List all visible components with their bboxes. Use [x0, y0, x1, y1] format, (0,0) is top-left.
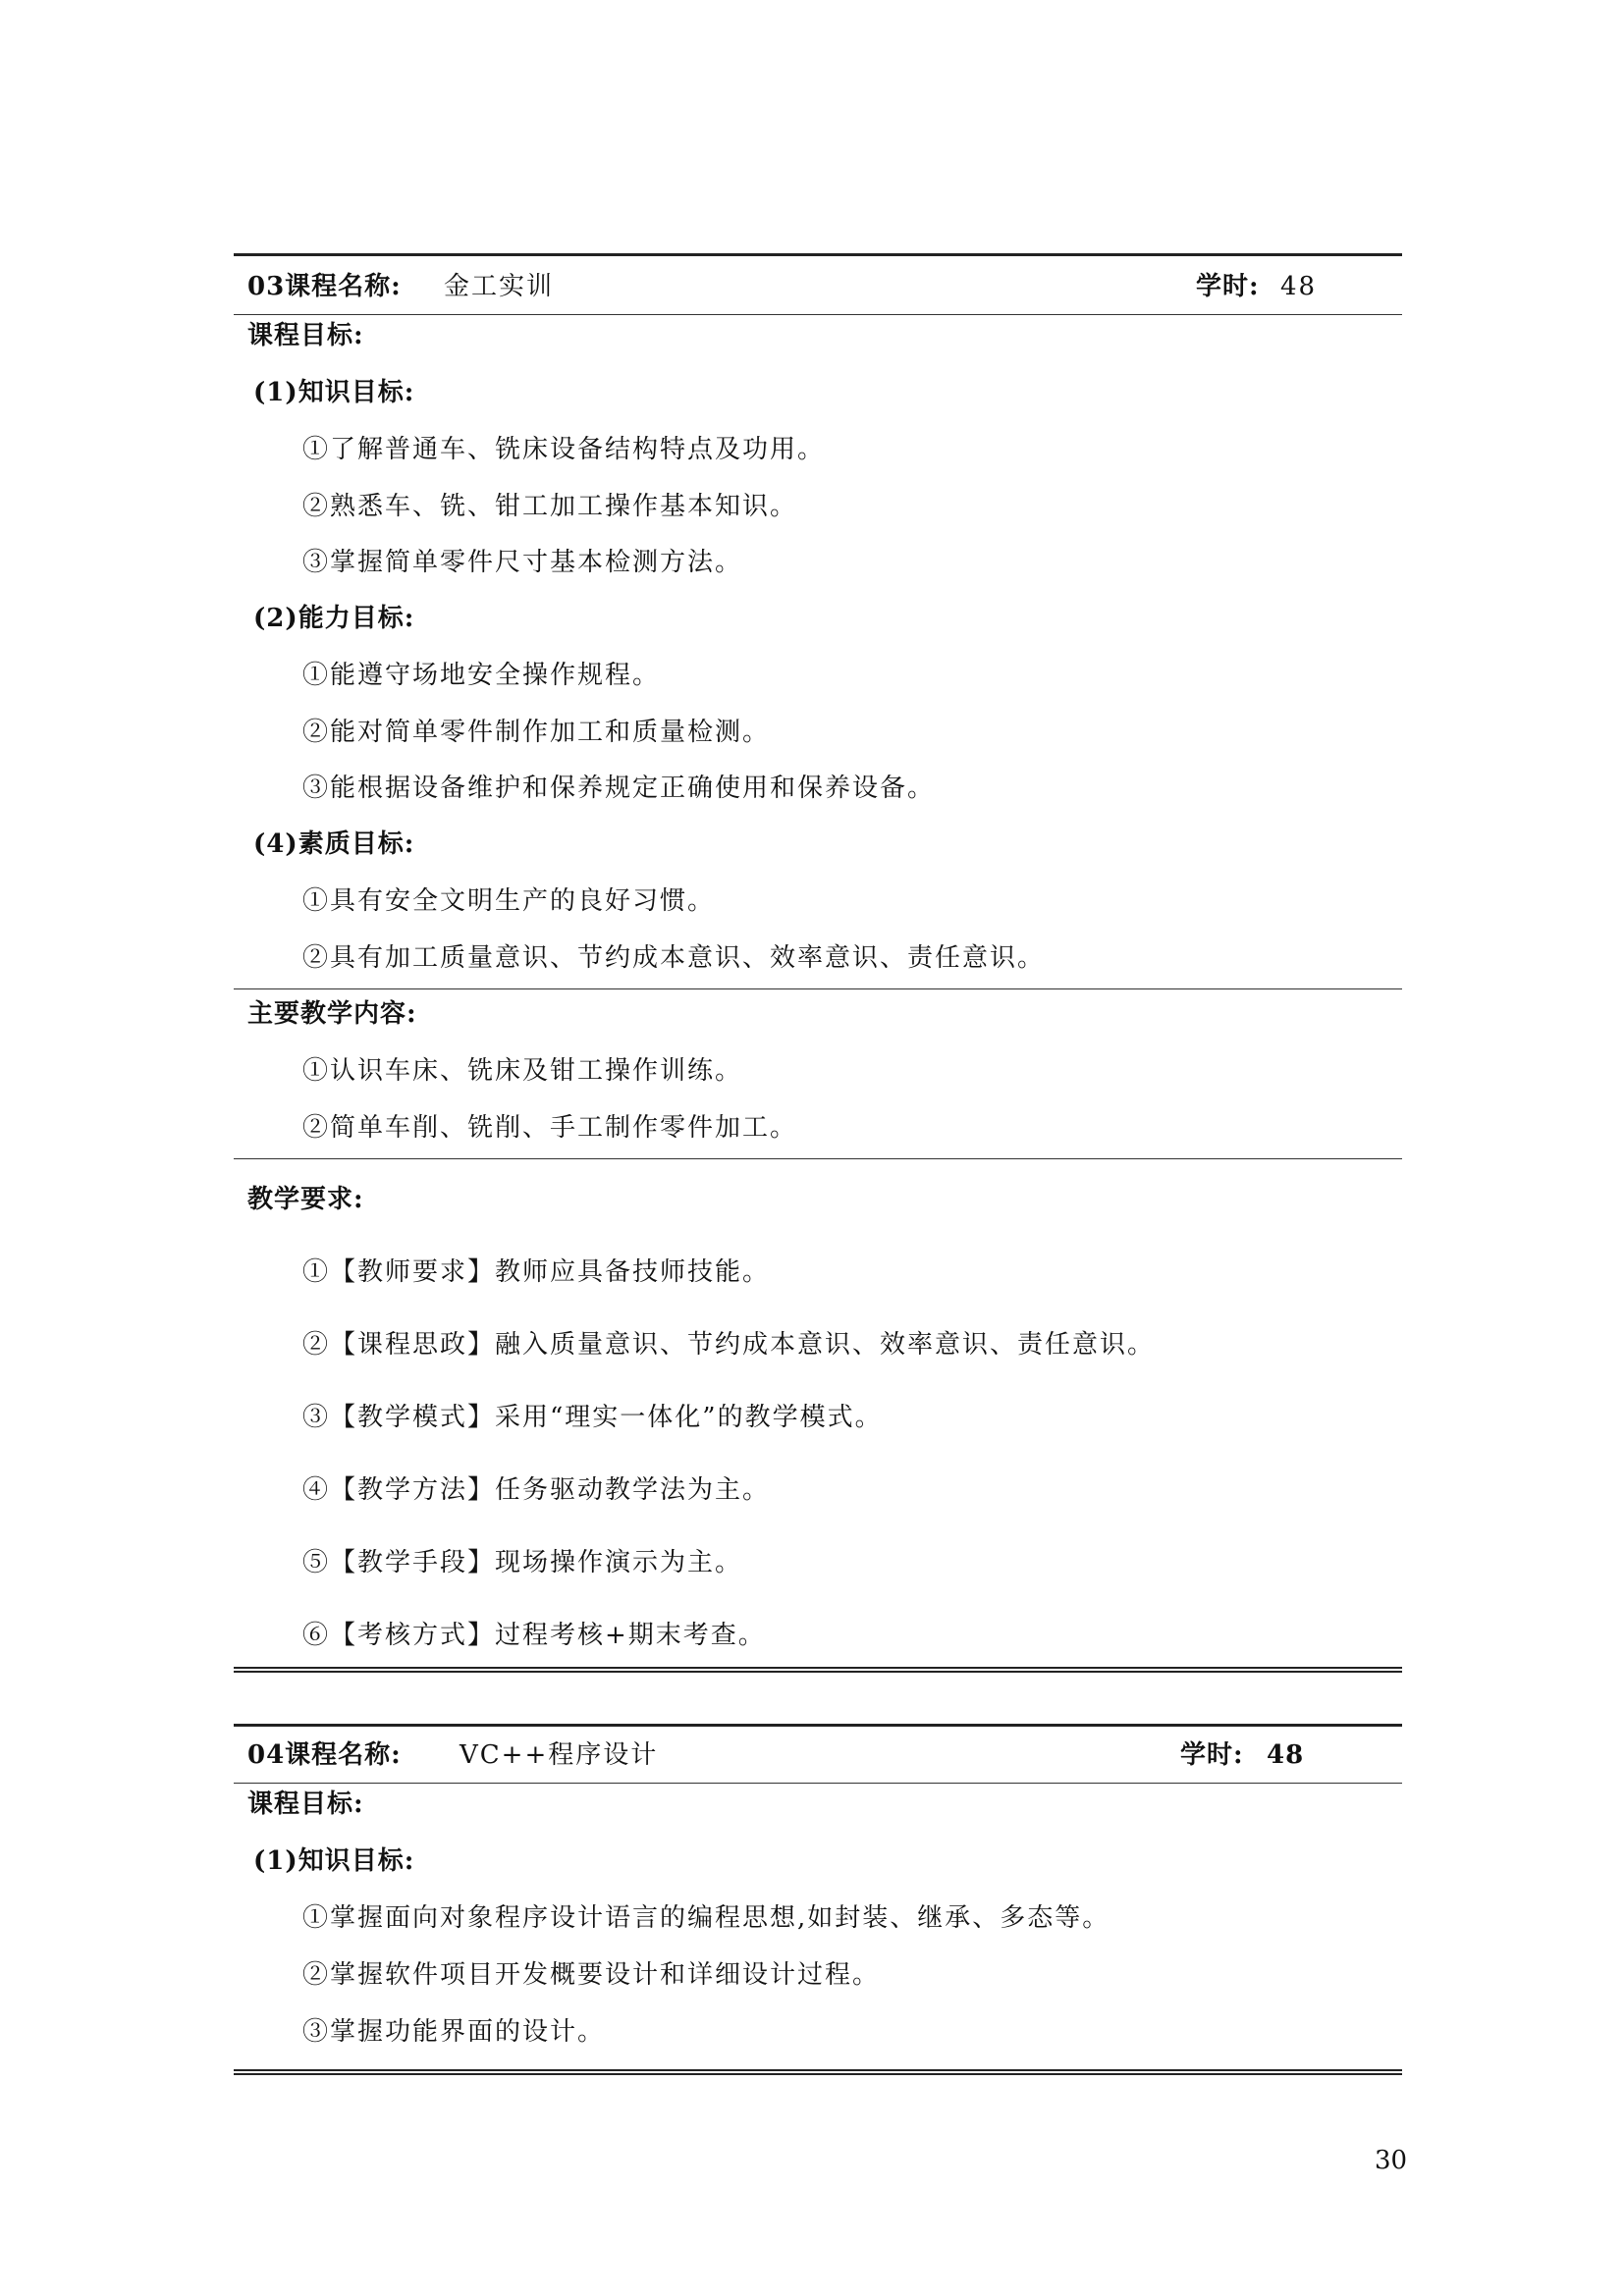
- ability-title: (2)能力目标:: [253, 604, 415, 633]
- header-rule: [234, 314, 1402, 315]
- course-name-label: 04课程名称:: [247, 1740, 402, 1770]
- requirement-item: ①【教师要求】教师应具备技师技能。: [302, 1257, 771, 1287]
- requirements-rule: [234, 1158, 1402, 1159]
- quality-item: ①具有安全文明生产的良好习惯。: [302, 886, 716, 916]
- course-name: VC++程序设计: [460, 1740, 659, 1770]
- knowledge-item: ①掌握面向对象程序设计语言的编程思想,如封装、继承、多态等。: [302, 1903, 1110, 1933]
- knowledge-item: ③掌握简单零件尺寸基本检测方法。: [302, 548, 743, 577]
- requirement-item: ③【教学模式】采用“理实一体化”的教学模式。: [302, 1403, 883, 1432]
- knowledge-item: ①了解普通车、铣床设备结构特点及功用。: [302, 435, 826, 464]
- hours-value: 48: [1280, 272, 1318, 301]
- goal-title: 课程目标:: [247, 321, 364, 350]
- ability-item: ③能根据设备维护和保养规定正确使用和保养设备。: [302, 774, 936, 803]
- bottom-rule: [234, 1667, 1402, 1673]
- content-item: ①认识车床、铣床及钳工操作训练。: [302, 1056, 743, 1086]
- requirements-title: 教学要求:: [247, 1185, 364, 1214]
- hours-value: 48: [1267, 1740, 1305, 1770]
- hours-label: 学时:: [1196, 272, 1260, 301]
- knowledge-title: (1)知识目标:: [253, 1846, 415, 1876]
- requirement-item: ②【课程思政】融入质量意识、节约成本意识、效率意识、责任意识。: [302, 1330, 1156, 1360]
- ability-item: ②能对简单零件制作加工和质量检测。: [302, 718, 771, 747]
- hours-label: 学时:: [1180, 1740, 1244, 1770]
- top-rule: [234, 253, 1402, 256]
- goal-title: 课程目标:: [247, 1789, 364, 1819]
- requirement-item: ⑥【考核方式】过程考核+期末考查。: [302, 1621, 766, 1650]
- course-name-label: 03课程名称:: [247, 272, 402, 301]
- knowledge-item: ③掌握功能界面的设计。: [302, 2017, 606, 2047]
- course-header: [234, 259, 1402, 314]
- ability-item: ①能遵守场地安全操作规程。: [302, 661, 661, 690]
- top-rule: [234, 1724, 1402, 1727]
- requirement-item: ⑤【教学手段】现场操作演示为主。: [302, 1548, 743, 1577]
- content-item: ②简单车削、铣削、手工制作零件加工。: [302, 1113, 798, 1143]
- course-name: 金工实训: [444, 272, 555, 301]
- course-header: [234, 1728, 1402, 1783]
- bottom-rule: [234, 2069, 1402, 2075]
- knowledge-item: ②掌握软件项目开发概要设计和详细设计过程。: [302, 1960, 881, 1990]
- header-rule: [234, 1783, 1402, 1784]
- quality-title: (4)素质目标:: [253, 829, 415, 859]
- quality-item: ②具有加工质量意识、节约成本意识、效率意识、责任意识。: [302, 943, 1046, 973]
- content-title: 主要教学内容:: [247, 999, 417, 1029]
- content-rule: [234, 988, 1402, 989]
- page-number: 30: [1375, 2146, 1408, 2175]
- knowledge-title: (1)知识目标:: [253, 378, 415, 407]
- requirement-item: ④【教学方法】任务驱动教学法为主。: [302, 1475, 771, 1505]
- knowledge-item: ②熟悉车、铣、钳工加工操作基本知识。: [302, 492, 798, 521]
